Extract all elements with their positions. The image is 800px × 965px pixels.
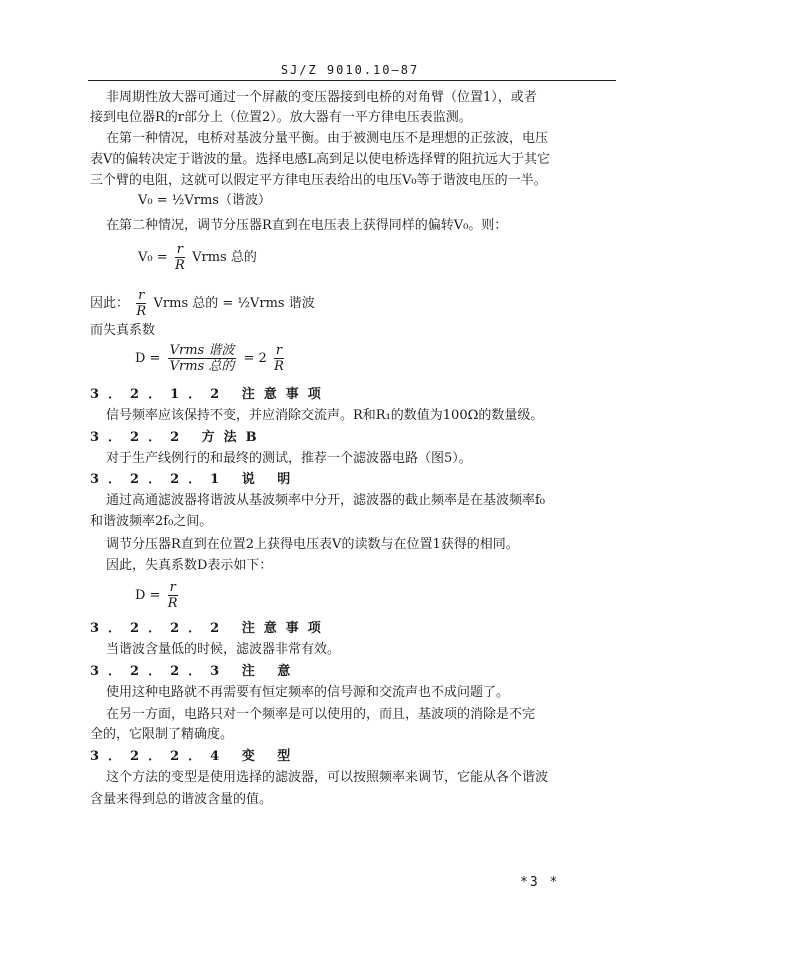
- paragraph-line: 在第一种情况，电桥对基波分量平衡。由于被测电压不是理想的正弦波，电压: [106, 131, 549, 146]
- fraction: [175, 242, 185, 273]
- fraction-numerator: r: [275, 343, 283, 358]
- formula-v0-ratio: [138, 242, 257, 273]
- paragraph-line: 对于生产线例行的和最终的测试，推荐一个滤波器电路（图5）。: [106, 451, 472, 466]
- formula-right: Vrms 总的: [192, 250, 257, 265]
- section-heading: 3．2．2 方法B: [90, 430, 266, 445]
- paragraph-line: 使用这种电路就不再需要有恒定频率的信号源和交流声也不成问题了。: [106, 685, 510, 700]
- fraction: [168, 580, 178, 611]
- fraction-denominator: R: [136, 304, 147, 319]
- paragraph-line: 信号频率应该保持不变，并应消除交流声。R和R₁的数值为100Ω的数量级。: [106, 408, 544, 423]
- formula-prefix: 因此：: [90, 296, 130, 311]
- section-heading: 3．2．2．3 注 意: [90, 664, 300, 679]
- fraction-numerator: r: [138, 288, 145, 303]
- paragraph-line: 全的，它限制了精确度。: [90, 727, 234, 742]
- header-rule: [88, 80, 616, 81]
- paragraph-line: 调节分压器R直到在位置2上获得电压表V的读数与在位置1获得的相同。: [106, 537, 519, 552]
- section-heading: 3．2．1．2 注意事项: [90, 387, 330, 402]
- formula-distortion-filter: [135, 580, 181, 611]
- fraction-denominator: Vrms 总的: [169, 359, 235, 374]
- page-number: *3 *: [520, 875, 560, 890]
- paragraph-line: 通过高通滤波器将谐波从基波频率中分开，滤波器的截止频率是在基波频率f₀: [106, 493, 546, 508]
- section-heading: 3．2．2．1 说 明: [90, 472, 300, 487]
- fraction-numerator: r: [169, 580, 176, 595]
- section-heading: 3．2．2．2 注意事项: [90, 621, 330, 636]
- paragraph-line: 表V的偏转决定于谐波的量。选择电感L高到足以使电桥选择臂的阻抗远大于其它: [90, 152, 551, 167]
- formula-v0: V₀ = ½Vrms（谐波）: [138, 193, 271, 208]
- formula-right: Vrms 总的 = ½Vrms 谐波: [153, 296, 315, 311]
- formula-left: D =: [135, 588, 161, 603]
- fraction: [136, 288, 146, 319]
- formula-mid: = 2: [243, 351, 267, 366]
- paragraph-line: 接到电位器R的r部分上（位置2）。放大器有一平方律电压表监测。: [90, 110, 472, 125]
- paragraph-line: 三个臂的电阻，这就可以假定平方律电压表给出的电压V₀等于谐波电压的一半。: [90, 173, 547, 188]
- paragraph-line: 因此，失真系数D表示如下：: [106, 558, 273, 573]
- paragraph-line: 和谐波频率2f₀之间。: [90, 514, 213, 529]
- fraction-numerator: r: [176, 242, 183, 257]
- paragraph-line: 在第二种情况，调节分压器R直到在电压表上获得同样的偏转V₀。则：: [106, 218, 508, 233]
- formula-left: V₀ =: [138, 250, 168, 265]
- formula-therefore: [90, 288, 315, 319]
- fraction-numerator: Vrms 谐波: [169, 343, 235, 358]
- paragraph-line: 这个方法的变型是使用选择的滤波器，可以按照频率来调节，它能从各个谐波: [106, 770, 549, 785]
- document-code-header: SJ/Z 9010.10—87: [280, 63, 420, 77]
- paragraph-line: 含量来得到总的谐波含量的值。: [90, 792, 273, 807]
- fraction-denominator: R: [167, 596, 178, 611]
- paragraph-line: 当谐波含量低的时候，滤波器非常有效。: [106, 642, 341, 657]
- paragraph-line: 非周期性放大器可通过一个屏蔽的变压器接到电桥的对角臂（位置1），或者: [106, 90, 537, 105]
- fraction-denominator: R: [174, 258, 185, 273]
- fraction: [274, 343, 284, 374]
- fraction: [168, 343, 237, 374]
- paragraph-line: 在另一方面，电路只对一个频率是可以使用的，而且，基波项的消除是不完: [106, 707, 536, 722]
- formula-left: D =: [135, 351, 161, 366]
- paragraph-line: 而失真系数: [90, 323, 156, 338]
- formula-distortion: [135, 343, 287, 374]
- fraction-denominator: R: [274, 359, 284, 374]
- section-heading: 3．2．2．4 变 型: [90, 749, 300, 764]
